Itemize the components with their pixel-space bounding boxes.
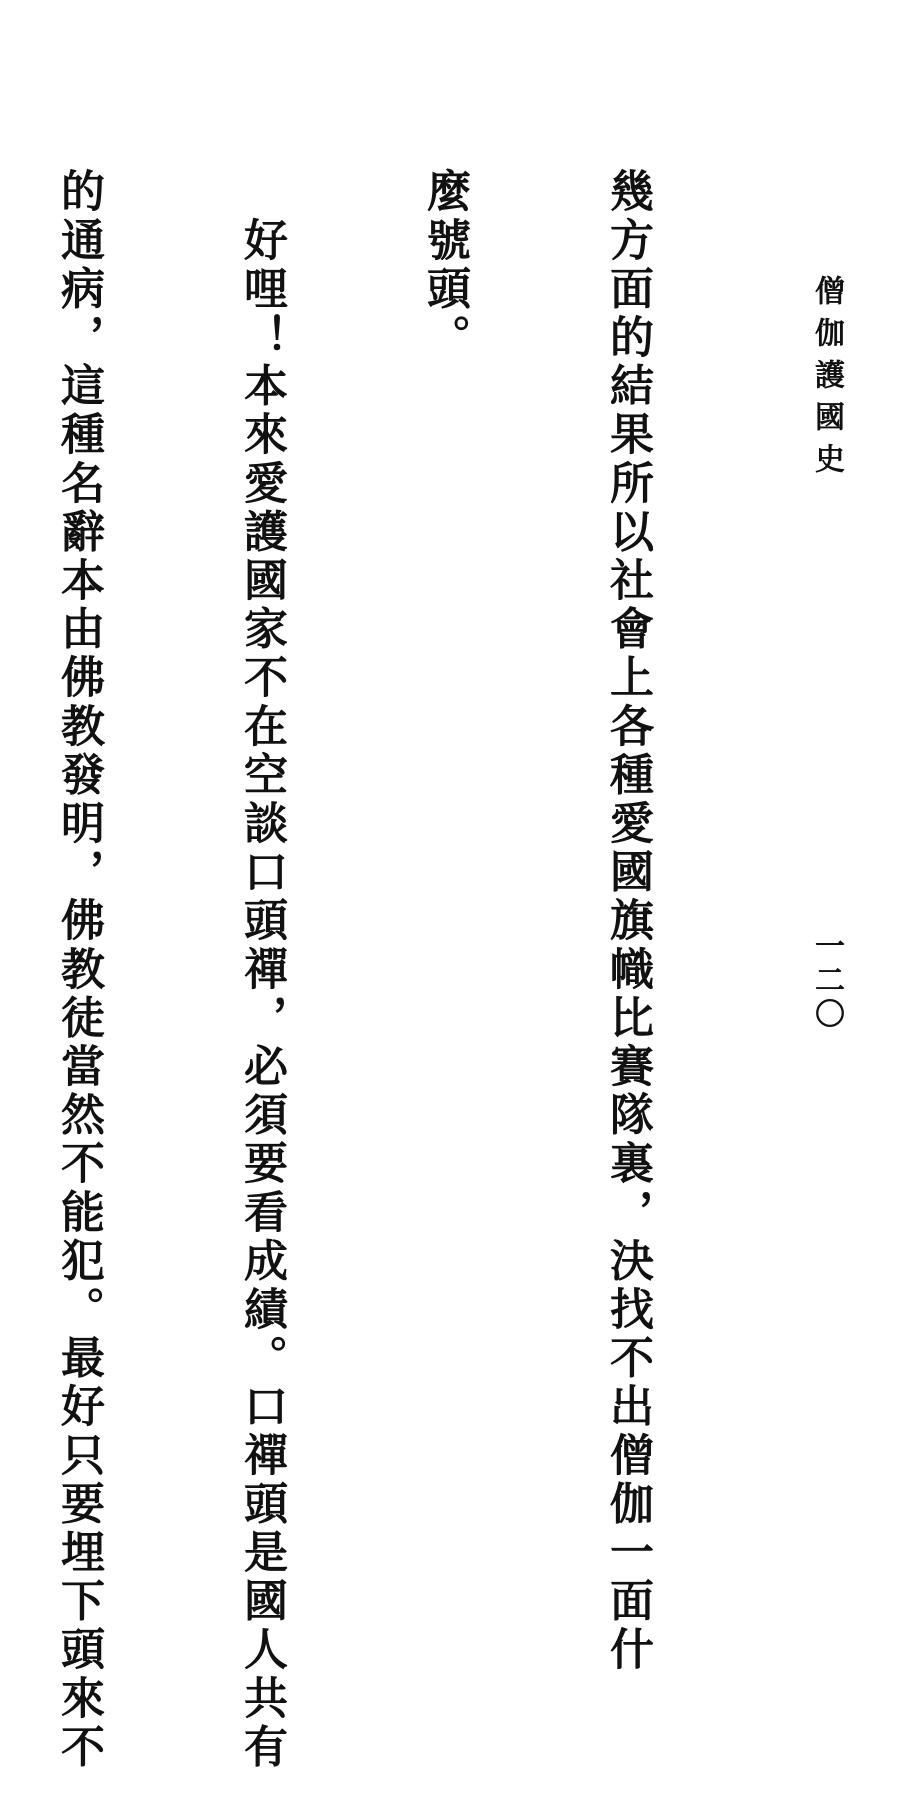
page-number: 一二〇	[809, 930, 844, 1032]
text-column-4: 的通病，這種名辭本由佛教發明，佛教徒當然不能犯。最好只要埋下頭來不	[53, 168, 104, 1772]
body-text	[53, 168, 780, 1772]
text-column-2: 麼號頭。	[419, 168, 470, 363]
text-column-3: 好哩！本來愛護國家不在空談口頭禪，必須要看成績。口禪頭是國人共有	[236, 168, 287, 1772]
running-header-title: 僧伽護國史	[809, 275, 844, 485]
text-column-1: 幾方面的結果所以社會上各種愛國旗幟比賽隊裏，決找不出僧伽一面什	[602, 168, 653, 1675]
